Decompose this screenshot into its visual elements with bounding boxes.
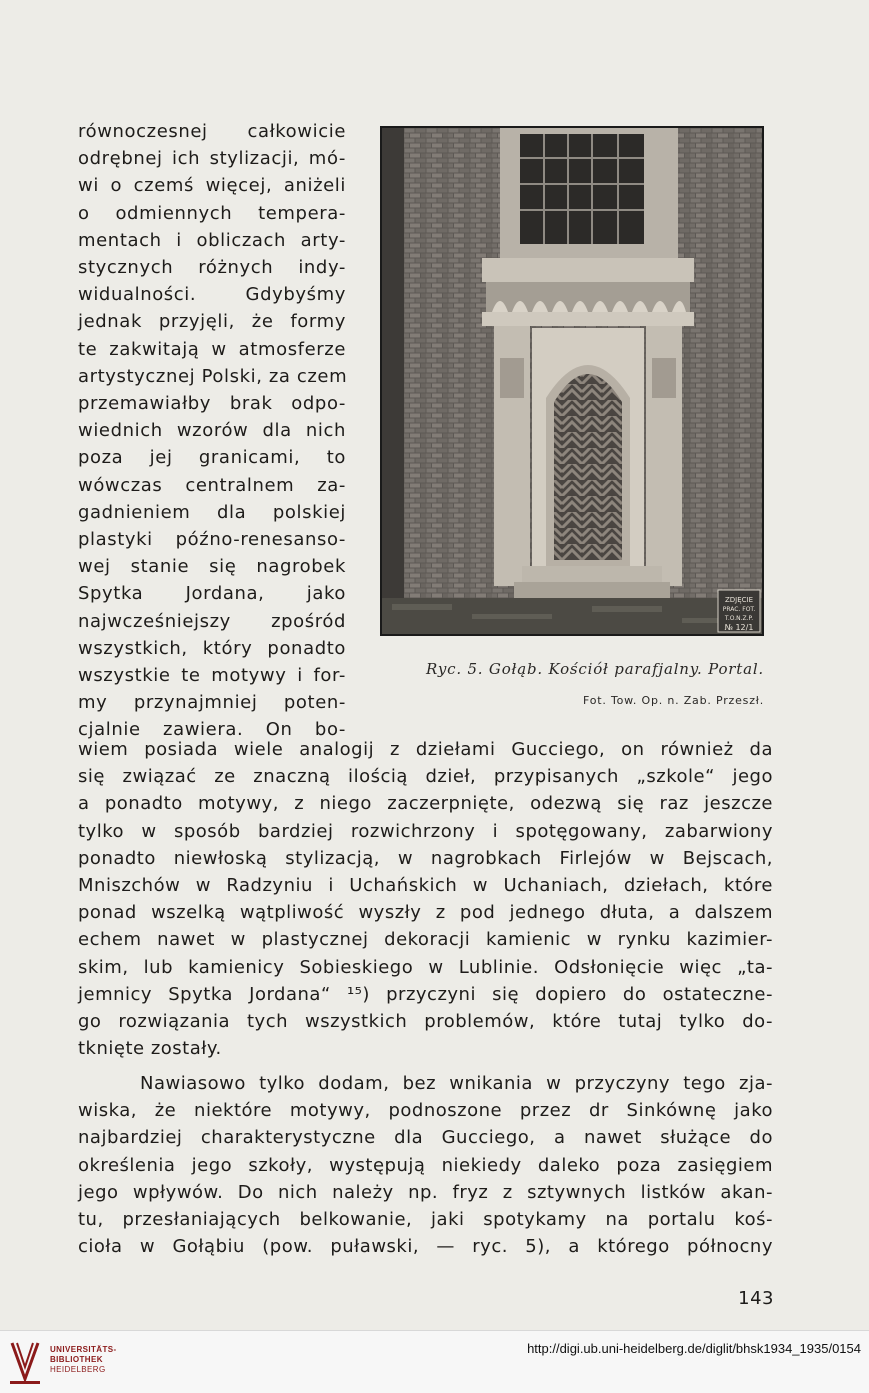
library-logo-icon [8, 1339, 42, 1385]
text-line: te zakwitają w atmosferze [78, 338, 346, 360]
text-line: tu, przesłaniających belkowanie, jaki spotykamy na portalu koś- [78, 1209, 773, 1231]
text-line: najbardziej charakterystyczne dla Gucciego, a nawet służące do [78, 1127, 773, 1149]
text-line: widualności. Gdybyśmy [78, 284, 346, 306]
text-line: najwcześniejszy zpośród [78, 610, 346, 632]
text-line: wiem posiada wiele analogij z dziełami Gucciego, on również da [78, 739, 773, 760]
text-line: jego wpływów. Do nich należy np. fryz z sztywnych listków akan- [78, 1181, 773, 1203]
library-name-line-1: UNIVERSITÄTS- [50, 1345, 117, 1354]
text-line: wej stanie się nagrobek [78, 556, 346, 578]
text-line: poza jej granicami, to [78, 447, 346, 469]
text-line: wszystkie te motywy i for- [78, 665, 346, 687]
text-line: równoczesnej całkowicie [78, 121, 346, 142]
column-text [78, 118, 346, 744]
library-name-line-2: BIBLIOTHEK [50, 1355, 103, 1364]
text-line: wiednich wzorów dla nich [78, 420, 346, 442]
library-name-line-3: HEIDELBERG [50, 1365, 106, 1374]
text-line: plastyki późno-renesanso- [78, 529, 346, 551]
text-line: tylko w sposób bardziej rozwichrzony i spotęgowany, zabarwiony [78, 820, 773, 842]
text-line: cioła w Gołąbiu (pow. puławski, — ryc. 5), a którego północny [78, 1236, 773, 1258]
stamp-line-2: PRAC. FOT. [722, 606, 756, 613]
text-line: określenia jego szkoły, występują niekiedy daleko poza zasięgiem [78, 1154, 773, 1176]
text-line: Nawiasowo tylko dodam, bez wnikania w przyczyny tego zja- [140, 1073, 773, 1094]
photo-credit: Fot. Tow. Op. n. Zab. Przeszł. [582, 694, 764, 707]
library-name [50, 1345, 117, 1375]
text-line: jemnicy Spytka Jordana“ ¹⁵) przyczyni się dopiero do ostateczne- [78, 983, 773, 1005]
text-line: odrębnej ich stylizacji, mó- [78, 148, 346, 170]
stamp-line-3: T.O.N.Z.P. [724, 615, 754, 622]
text-line: przemawiałby brak odpo- [78, 393, 346, 415]
text-line: o odmiennych tempera- [78, 202, 346, 224]
text-line: się związać ze znaczną ilością dzieł, przypisanych „szkole“ jego [78, 766, 773, 788]
text-line: a ponadto motywy, z niego zaczerpnięte, odezwą się raz jeszcze [78, 793, 773, 815]
text-line: mentach i obliczach arty- [78, 229, 346, 251]
text-line: cjalnie zawiera. On bo- [78, 719, 346, 741]
text-line: wiska, że niektóre motywy, podnoszone przez dr Sinkównę jako [78, 1100, 773, 1122]
text-line: wszystkich, który ponadto [78, 637, 346, 659]
text-line: Mniszchów w Radzyniu i Uchańskich w Uchaniach, dziełach, które [78, 875, 773, 897]
stamp-number: № 12/1 [724, 623, 754, 632]
text-line: ponad wszelką wątpliwość wyszły z pod jednego dłuta, a dalszem [78, 902, 773, 924]
text-line: wi o czemś więcej, aniżeli [78, 175, 346, 197]
text-line: ponadto niewłoską stylizacją, w nagrobkach Firlejów w Bejscach, [78, 847, 773, 869]
church-portal-image [382, 128, 762, 634]
digital-library-footer [0, 1330, 869, 1393]
text-line: gadnieniem dla polskiej [78, 501, 346, 523]
body-paragraph-2 [78, 1070, 773, 1260]
body-paragraph-1 [78, 736, 773, 1062]
figure-caption: Ryc. 5. Gołąb. Kościół parafjalny. Portal. [426, 660, 764, 678]
text-line: tknięte zostały. [78, 1038, 222, 1060]
text-line: my przynajmniej poten- [78, 692, 346, 714]
stamp-line-1: ZDJĘCIE [724, 596, 754, 604]
portal-photograph [380, 126, 764, 636]
text-line: jednak przyjęli, że formy [78, 311, 346, 333]
text-line: wówczas centralnem za- [78, 474, 346, 496]
text-line: stycznych różnych indy- [78, 257, 346, 279]
text-line: skim, lub kamienicy Sobieskiego w Lublinie. Odsłonięcie więc „ta- [78, 956, 773, 978]
document-url-link[interactable]: http://digi.ub.uni-heidelberg.de/diglit/bhsk1934_1935/0154 [527, 1341, 861, 1356]
text-line: go rozwiązania tych wszystkich problemów, które tutaj tylko do- [78, 1011, 773, 1033]
text-line: echem nawet w plastycznej dekoracji kamienic w rynku kazimier- [78, 929, 773, 951]
text-line: Spytka Jordana, jako [78, 583, 346, 605]
page-number: 143 [738, 1288, 774, 1309]
text-line: artystycznej Polski, za czem [78, 365, 348, 387]
